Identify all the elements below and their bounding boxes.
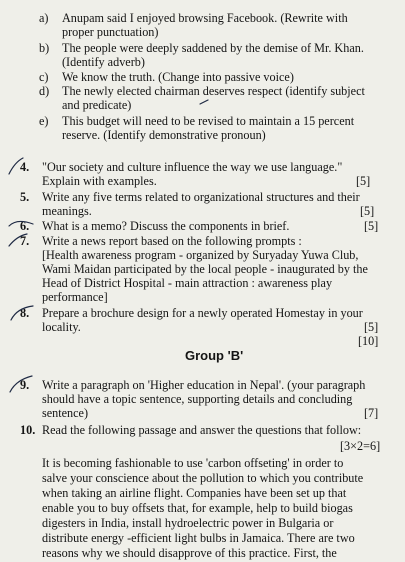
question-number: 4. xyxy=(20,160,30,174)
pen-stroke xyxy=(11,306,33,320)
question-number: 10. xyxy=(20,423,36,437)
question-number: 5. xyxy=(20,190,30,204)
marks: [3×2=6] xyxy=(340,439,381,453)
item-label: e) xyxy=(39,114,49,128)
question-line: Head of District Hospital - main attraction : awareness play xyxy=(42,276,333,290)
question-line: The newly elected chairman deserves respect (identify subject xyxy=(62,84,365,98)
question-line: meanings. xyxy=(42,204,92,218)
question-line: Write a paragraph on 'Higher education in Nepal'. (your paragraph xyxy=(42,378,366,392)
question-number: 9. xyxy=(20,378,30,392)
marks: [5] xyxy=(364,219,379,233)
question-number: 6. xyxy=(20,219,30,233)
marks: [7] xyxy=(364,406,379,420)
passage-line: salve your conscience about the pollution to which you contribute xyxy=(42,471,364,485)
question-line: Write any five terms related to organizational structures and their xyxy=(42,190,360,204)
marks: [5] xyxy=(360,204,375,218)
question-line: should have a topic sentence, supporting details and concluding xyxy=(42,392,353,406)
marks: [5] xyxy=(356,174,371,188)
passage-line: enable you to buy offsets that, for example, help to build biogas xyxy=(42,501,353,515)
question-line: performance] xyxy=(42,290,108,304)
passage-line: digesters in India, install hydroelectric power in Bulgaria or xyxy=(42,516,334,530)
group-heading: Group 'B' xyxy=(185,348,244,363)
question-line: reserve. (Identify demonstrative pronoun) xyxy=(62,128,266,142)
question-line: sentence) xyxy=(42,406,89,420)
question-line: and predicate) xyxy=(62,98,132,112)
question-number: 8. xyxy=(20,306,30,320)
question-line: [Health awareness program - organized by Suryaday Yuwa Club, xyxy=(42,248,359,262)
question-line: The people were deeply saddened by the demise of Mr. Khan. xyxy=(62,41,364,55)
question-line: Wami Maidan participated by the local people - inaugurated by the xyxy=(42,262,368,276)
pen-stroke xyxy=(9,158,23,174)
item-label: b) xyxy=(39,41,50,55)
question-line: "Our society and culture influence the way we use language." xyxy=(42,160,343,174)
pen-stroke xyxy=(200,100,208,104)
question-line: What is a memo? Discuss the components in brief. xyxy=(42,219,290,233)
pen-stroke xyxy=(9,234,30,248)
question-line: (Identify adverb) xyxy=(62,55,145,69)
question-line: locality. xyxy=(42,320,81,334)
pen-stroke xyxy=(10,376,32,392)
passage-line: when taking an airline flight. Companies have been set up that xyxy=(42,486,347,500)
passage-line: It is becoming fashionable to use 'carbon offseting' in order to xyxy=(42,456,344,470)
question-line: proper punctuation) xyxy=(62,25,159,39)
passage-line: reasons why we should disapprove of this practice. First, the xyxy=(42,546,337,560)
pen-stroke xyxy=(9,221,33,226)
question-line: Explain with examples. xyxy=(42,174,157,188)
question-line: This budget will need to be revised to maintain a 15 percent xyxy=(62,114,355,128)
marks-total: [10] xyxy=(358,334,379,348)
question-line: Anupam said I enjoyed browsing Facebook. (Rewrite with xyxy=(62,11,348,25)
question-line: Read the following passage and answer the questions that follow: xyxy=(42,423,362,437)
item-label: d) xyxy=(39,84,50,98)
question-line: We know the truth. (Change into passive voice) xyxy=(62,70,294,84)
item-label: a) xyxy=(39,11,49,25)
question-number: 7. xyxy=(20,234,30,248)
marks: [5] xyxy=(364,320,379,334)
passage-line: distribute energy -efficient light bulbs in Jamaica. There are two xyxy=(42,531,355,545)
question-line: Write a news report based on the following prompts : xyxy=(42,234,302,248)
item-label: c) xyxy=(39,70,49,84)
question-line: Prepare a brochure design for a newly operated Homestay in your xyxy=(42,306,363,320)
